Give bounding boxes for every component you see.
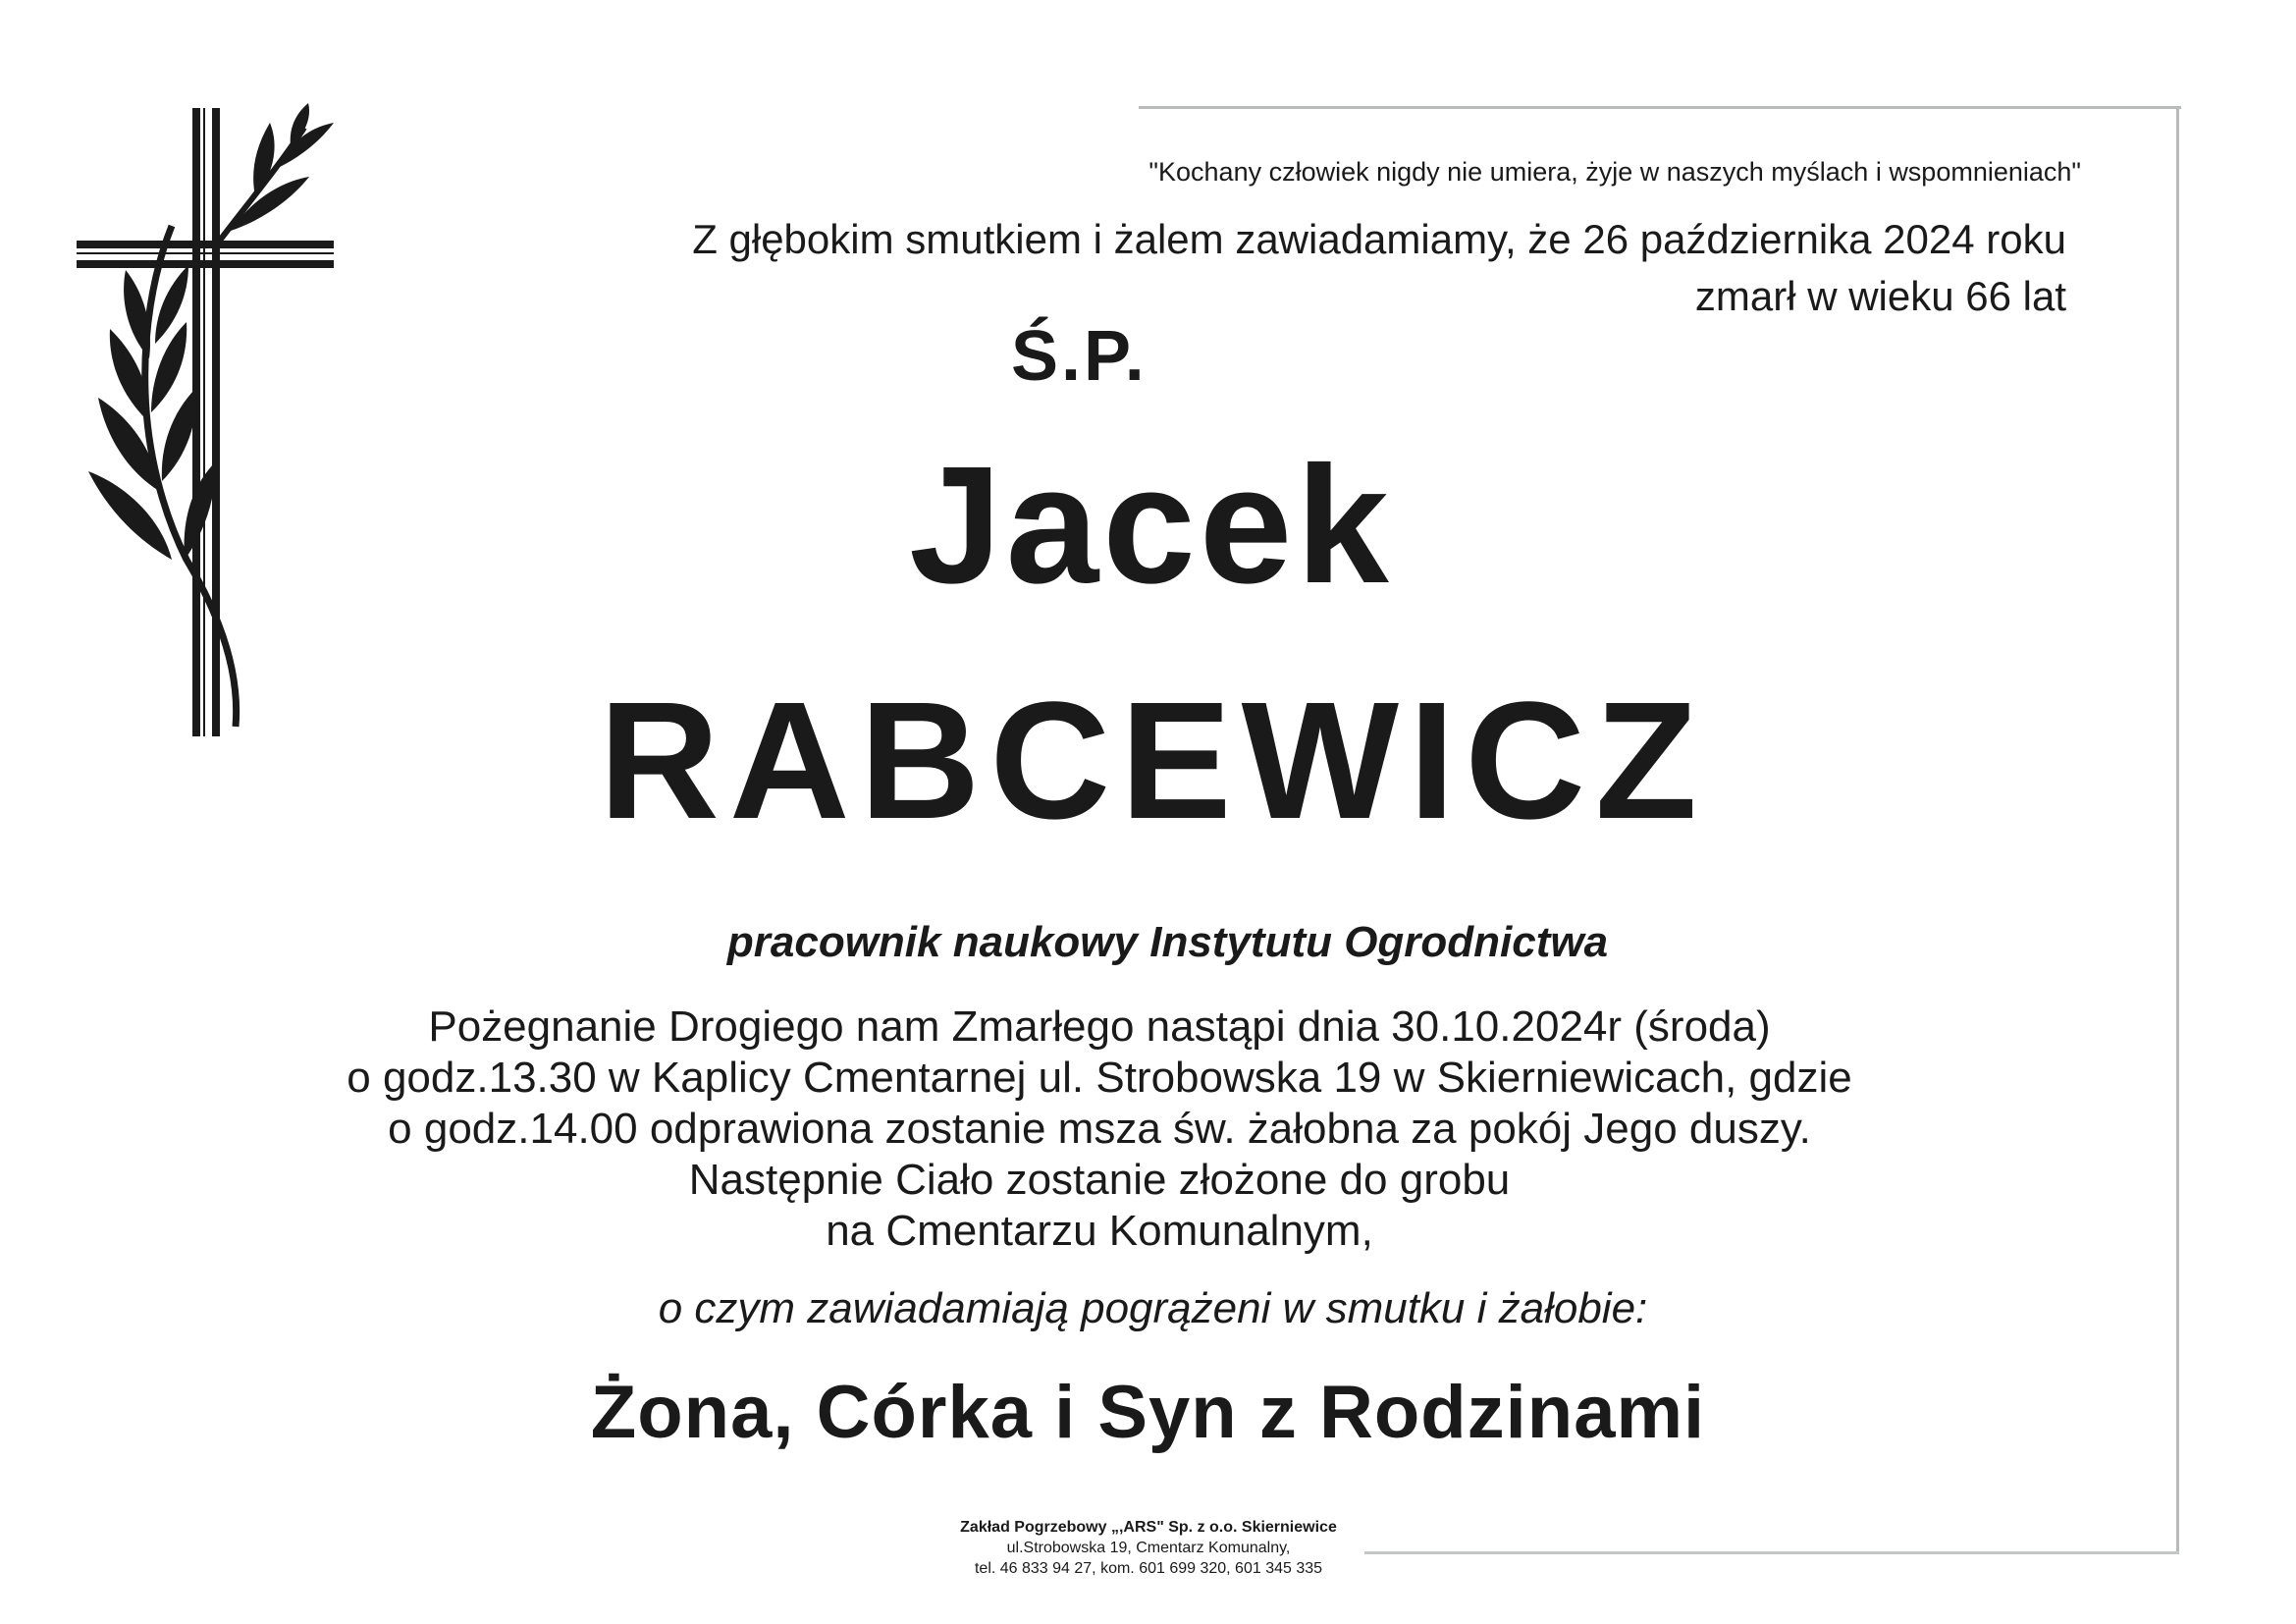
deceased-first-name: Jacek <box>909 432 1393 619</box>
funeral-home-name: Zakład Pogrzebowy „,ARS" Sp. z o.o. Skierniewice <box>960 1519 1337 1536</box>
sp-prefix: Ś.P. <box>1011 317 1148 396</box>
announcement-line: Z głębokim smutkiem i żalem zawiadamiamy, że 26 października 2024 roku <box>692 216 2066 262</box>
ceremony-line: o godz.14.00 odprawiona zostanie msza św. żałobna za pokój Jego duszy. <box>388 1105 1811 1153</box>
cross-with-palm-branch-icon <box>69 98 353 746</box>
frame-top-border <box>1139 106 2181 109</box>
funeral-home-address: ul.Strobowska 19, Cmentarz Komunalny, <box>1006 1540 1291 1556</box>
ceremony-line: Następnie Ciało zostanie złożone do grobu <box>688 1156 1511 1204</box>
mourners-signature: Żona, Córka i Syn z Rodzinami <box>590 1371 1706 1454</box>
announcement <box>363 211 2066 325</box>
deceased-surname: RABCEWICZ <box>599 668 1707 854</box>
funeral-home-phones: tel. 46 833 94 27, kom. 601 699 320, 601 345 335 <box>974 1560 1323 1577</box>
announcement-line: zmarł w wieku 66 lat <box>1694 273 2066 319</box>
ceremony-line: na Cmentarzu Komunalnym, <box>826 1207 1373 1255</box>
closing-line: o czym zawiadamiają pogrążeni w smutku i żałobie: <box>658 1284 1648 1332</box>
ceremony-details <box>147 1001 2052 1257</box>
memorial-quote: "Kochany człowiek nigdy nie umiera, żyje w naszych myślach i wspomnieniach" <box>1148 157 2081 187</box>
ceremony-line: Pożegnanie Drogiego nam Zmarłego nastąpi dnia 30.10.2024r (środa) <box>428 1002 1771 1051</box>
ceremony-line: o godz.13.30 w Kaplicy Cmentarnej ul. Strobowska 19 w Skierniewicach, gdzie <box>347 1054 1852 1102</box>
deceased-occupation: pracownik naukowy Instytutu Ogrodnictwa <box>726 918 1609 966</box>
funeral-home-footer <box>805 1517 1492 1579</box>
